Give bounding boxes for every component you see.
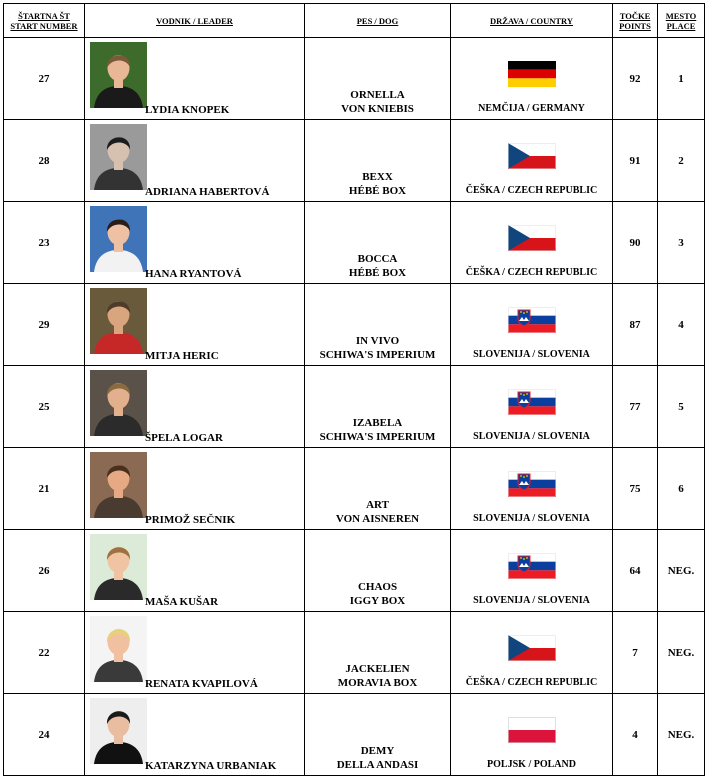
leader-photo: [90, 698, 147, 764]
dog-name: BEXX: [362, 171, 393, 183]
place: NEG.: [658, 612, 705, 694]
dog-cell: [305, 694, 451, 776]
germany-flag-icon: [508, 61, 556, 87]
country-cell: [451, 694, 613, 776]
points: 4: [613, 694, 658, 776]
leader-photo: [90, 534, 147, 600]
dog-name: IN VIVO: [355, 335, 400, 347]
dog-cell: [305, 284, 451, 366]
table-row: [4, 530, 705, 612]
dog-kennel: VON KNIEBIS: [341, 103, 414, 115]
place: 5: [658, 366, 705, 448]
table-row: [4, 120, 705, 202]
country-cell: [451, 366, 613, 448]
dog-cell: [305, 366, 451, 448]
leader-cell: [85, 694, 305, 776]
leader-name: KATARZYNA URBANIAK: [145, 760, 277, 772]
country-name: ČEŠKA / CZECH REPUBLIC: [465, 677, 598, 688]
country-name: SLOVENIJA / SLOVENIA: [473, 349, 590, 360]
leader-cell: [85, 120, 305, 202]
dog-kennel: HÉBÉ BOX: [348, 267, 407, 279]
country-cell: [451, 530, 613, 612]
dog-name: ART: [366, 499, 389, 511]
start-number: 27: [4, 38, 85, 120]
leader-name: ŠPELA LOGAR: [145, 432, 223, 444]
start-number: 28: [4, 120, 85, 202]
table-row: [4, 612, 705, 694]
dog-cell: [305, 530, 451, 612]
header-points: TOČKE POINTS: [613, 4, 658, 38]
dog-name: BOCCA: [357, 253, 398, 265]
start-number: 21: [4, 448, 85, 530]
slovenia-flag-icon: [508, 389, 556, 415]
points: 7: [613, 612, 658, 694]
points: 64: [613, 530, 658, 612]
dog-kennel: HÉBÉ BOX: [348, 185, 407, 197]
header-country: DRŽAVA / COUNTRY: [451, 4, 613, 38]
country-cell: [451, 448, 613, 530]
start-number: 22: [4, 612, 85, 694]
country-name: SLOVENIJA / SLOVENIA: [473, 513, 590, 524]
leader-photo: [90, 206, 147, 272]
dog-kennel: SCHIWA'S IMPERIUM: [319, 349, 436, 361]
dog-kennel: VON AISNEREN: [335, 513, 420, 525]
leader-photo: [90, 370, 147, 436]
leader-photo: [90, 288, 147, 354]
start-number: 26: [4, 530, 85, 612]
dog-cell: [305, 448, 451, 530]
place: 6: [658, 448, 705, 530]
country-name: NEMČIJA / GERMANY: [478, 103, 585, 114]
country-cell: [451, 284, 613, 366]
results-table: [3, 3, 705, 776]
header-row: [4, 4, 705, 38]
country-name: SLOVENIJA / SLOVENIA: [473, 595, 590, 606]
leader-photo: [90, 42, 147, 108]
leader-name: PRIMOŽ SEČNIK: [145, 514, 236, 526]
leader-name: MITJA HERIC: [145, 350, 219, 362]
leader-name: RENATA KVAPILOVÁ: [145, 678, 258, 690]
leader-cell: [85, 38, 305, 120]
points: 87: [613, 284, 658, 366]
dog-kennel: DELLA ANDASI: [336, 759, 419, 771]
leader-cell: [85, 366, 305, 448]
points: 77: [613, 366, 658, 448]
table-row: [4, 202, 705, 284]
leader-cell: [85, 284, 305, 366]
place: 3: [658, 202, 705, 284]
table-row: [4, 694, 705, 776]
slovenia-flag-icon: [508, 307, 556, 333]
leader-photo: [90, 124, 147, 190]
leader-name: HANA RYANTOVÁ: [145, 268, 242, 280]
country-cell: [451, 202, 613, 284]
dog-cell: [305, 120, 451, 202]
place: 2: [658, 120, 705, 202]
czech-flag-icon: [508, 143, 556, 169]
dog-cell: [305, 38, 451, 120]
dog-name: CHAOS: [357, 581, 398, 593]
country-name: POLJSK / POLAND: [487, 759, 576, 770]
country-cell: [451, 612, 613, 694]
table-row: [4, 284, 705, 366]
slovenia-flag-icon: [508, 471, 556, 497]
czech-flag-icon: [508, 225, 556, 251]
poland-flag-icon: [508, 717, 556, 743]
table-row: [4, 366, 705, 448]
table-row: [4, 38, 705, 120]
dog-name: IZABELA: [352, 417, 403, 429]
leader-name: LYDIA KNOPEK: [145, 104, 230, 116]
dog-kennel: SCHIWA'S IMPERIUM: [319, 431, 436, 443]
dog-cell: [305, 202, 451, 284]
dog-kennel: IGGY BOX: [349, 595, 406, 607]
place: NEG.: [658, 694, 705, 776]
place: 1: [658, 38, 705, 120]
country-name: ČEŠKA / CZECH REPUBLIC: [465, 267, 598, 278]
place: NEG.: [658, 530, 705, 612]
leader-cell: [85, 448, 305, 530]
dog-name: JACKELIEN: [345, 663, 410, 675]
leader-photo: [90, 616, 147, 682]
country-name: SLOVENIJA / SLOVENIA: [473, 431, 590, 442]
start-number: 29: [4, 284, 85, 366]
points: 91: [613, 120, 658, 202]
leader-photo: [90, 452, 147, 518]
table-row: [4, 448, 705, 530]
czech-flag-icon: [508, 635, 556, 661]
dog-name: DEMY: [360, 745, 395, 757]
dog-kennel: MORAVIA BOX: [337, 677, 418, 689]
leader-cell: [85, 530, 305, 612]
points: 75: [613, 448, 658, 530]
country-name: ČEŠKA / CZECH REPUBLIC: [465, 185, 598, 196]
header-leader: VODNIK / LEADER: [85, 4, 305, 38]
dog-name: ORNELLA: [350, 89, 405, 101]
leader-name: MAŠA KUŠAR: [145, 596, 219, 608]
leader-cell: [85, 612, 305, 694]
header-place: MESTO PLACE: [658, 4, 705, 38]
start-number: 25: [4, 366, 85, 448]
leader-name: ADRIANA HABERTOVÁ: [145, 186, 270, 198]
slovenia-flag-icon: [508, 553, 556, 579]
points: 90: [613, 202, 658, 284]
country-cell: [451, 38, 613, 120]
leader-cell: [85, 202, 305, 284]
dog-cell: [305, 612, 451, 694]
start-number: 24: [4, 694, 85, 776]
start-number: 23: [4, 202, 85, 284]
header-dog: PES / DOG: [305, 4, 451, 38]
place: 4: [658, 284, 705, 366]
points: 92: [613, 38, 658, 120]
country-cell: [451, 120, 613, 202]
header-start-number: ŠTARTNA ŠT START NUMBER: [4, 4, 85, 38]
